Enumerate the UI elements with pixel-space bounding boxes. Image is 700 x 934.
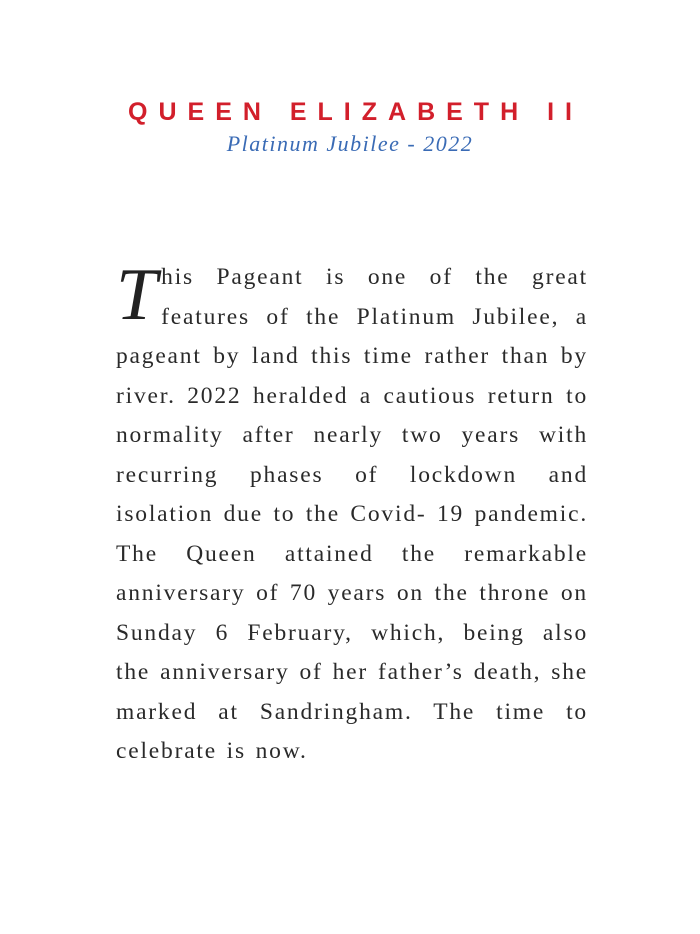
page-subtitle: Platinum Jubilee - 2022 [226, 131, 474, 156]
article-text: his Pageant is one of the great features of the Platinum Jubilee, a pageant by land this time rather than by river. 2022 heralded a cautious return to normality after nearly two years with recurring phases of lockdown and isolation due to the Covid- 19 pandemic. The Queen attained the remarkable anniversary of 70 years on the throne on Sunday 6 February, which, being also the anniversary of her father’s death, she marked at Sandringham. The time to celebrate is now. [116, 264, 588, 764]
page-title: QUEEN ELIZABETH II [128, 98, 583, 126]
drop-cap: T [116, 254, 158, 336]
article-body [116, 254, 588, 772]
header [0, 96, 700, 158]
